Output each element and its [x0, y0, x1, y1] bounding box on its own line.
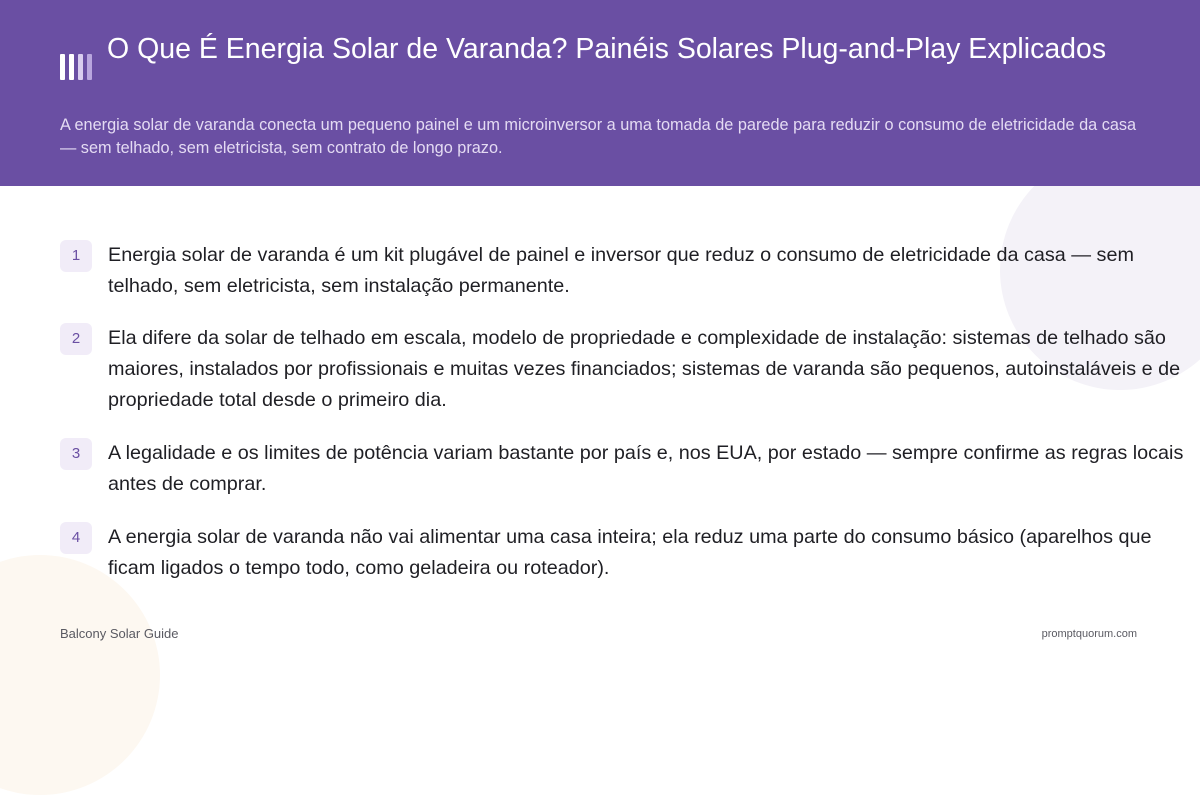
number-badge: 2 [60, 323, 92, 355]
page-subtitle: A energia solar de varanda conecta um pequeno painel e um microinversor a uma tomada de parede para reduzir o consumo de eletricidade da casa — sem telhado, sem eletricista, sem contrato de longo prazo. [60, 116, 1137, 157]
number-badge: 4 [60, 522, 92, 554]
list-item-text: A energia solar de varanda não vai alimentar uma casa inteira; ela reduz uma parte do consumo básico (aparelhos que ficam ligados o tempo todo, como geladeira ou roteador). [108, 526, 1152, 579]
number-badge: 1 [60, 240, 92, 272]
page-header [0, 0, 1200, 186]
decorative-corner-circle [0, 555, 160, 795]
footer-brand: Balcony Solar Guide [60, 626, 179, 641]
bar-stripes-icon [60, 54, 94, 80]
footer-site: promptquorum.com [1041, 628, 1137, 640]
number-badge: 3 [60, 438, 92, 470]
list-item-text: Ela difere da solar de telhado em escala, modelo de propriedade e complexidade de instalação: sistemas de telhado são maiores, instalados por profissionais e muitas vezes financiados; sistemas de varanda são pequenos, autoinstaláveis e de propriedade total desde o primeiro dia. [108, 327, 1181, 411]
list-item-text: Energia solar de varanda é um kit plugável de painel e inversor que reduz o consumo de eletricidade da casa — sem telhado, sem eletricista, sem instalação permanente. [108, 244, 1134, 297]
page-title: O Que É Energia Solar de Varanda? Painéis Solares Plug-and-Play Explicados [107, 33, 1107, 65]
list-item-text: A legalidade e os limites de potência variam bastante por país e, nos EUA, por estado — sempre confirme as regras locais antes de comprar. [108, 442, 1184, 495]
